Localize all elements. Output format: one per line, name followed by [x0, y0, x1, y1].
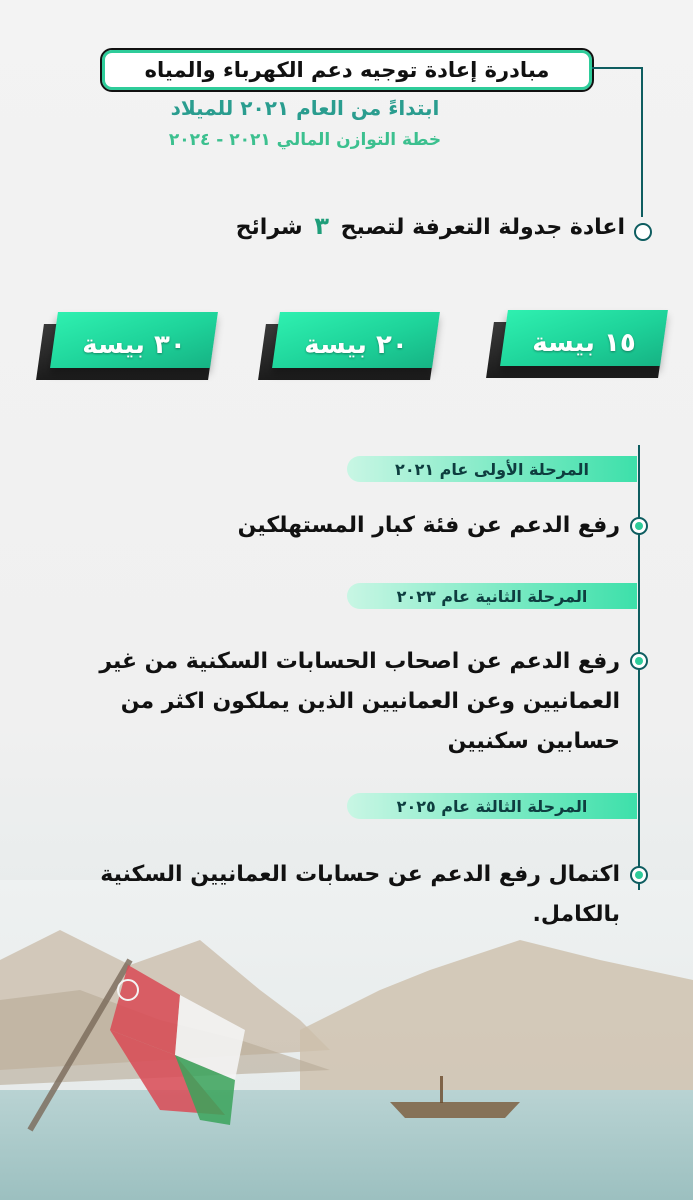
phase-1-badge: المرحلة الأولى عام ٢٠٢١	[347, 456, 637, 482]
phase-2-node	[630, 652, 648, 670]
price-label-1: ١٥ بيسة	[532, 328, 636, 358]
start-year-subtitle: ابتداءً من العام ٢٠٢١ للميلاد	[170, 96, 440, 120]
title-vertical-line	[641, 67, 643, 217]
plan-subtitle: خطة التوازن المالي ٢٠٢١ - ٢٠٢٤	[168, 130, 442, 150]
tariff-node	[634, 223, 652, 241]
phase-3-badge: المرحلة الثالثة عام ٢٠٢٥	[347, 793, 637, 819]
tariff-statement	[120, 212, 625, 240]
phase-2-badge: المرحلة الثانية عام ٢٠٢٣	[347, 583, 637, 609]
phase-2-text: رفع الدعم عن اصحاب الحسابات السكنية من غير العمانيين وعن العمانيين الذين يملكون اكثر من حسابين سكنيين	[99, 649, 620, 754]
price-ribbon-3	[40, 310, 218, 392]
page-title: مبادرة إعادة توجيه دعم الكهرباء والمياه	[100, 48, 594, 92]
phase-1-text: رفع الدعم عن فئة كبار المستهلكين	[237, 513, 620, 538]
tariff-text-before: اعادة جدولة التعرفة لتصبح	[340, 215, 625, 240]
phase-1-node	[630, 517, 648, 535]
price-label-3: ٣٠ بيسة	[82, 330, 186, 360]
phase-3-text: اكتمال رفع الدعم عن حسابات العمانيين السكنية بالكامل.	[100, 862, 620, 927]
tariff-number: ٣	[314, 212, 329, 240]
phase-3-node	[630, 866, 648, 884]
price-label-2: ٢٠ بيسة	[304, 330, 408, 360]
tariff-text-after: شرائح	[235, 215, 303, 240]
price-ribbon-1	[490, 308, 668, 390]
price-ribbon-2	[262, 310, 440, 392]
title-connector	[592, 67, 642, 69]
